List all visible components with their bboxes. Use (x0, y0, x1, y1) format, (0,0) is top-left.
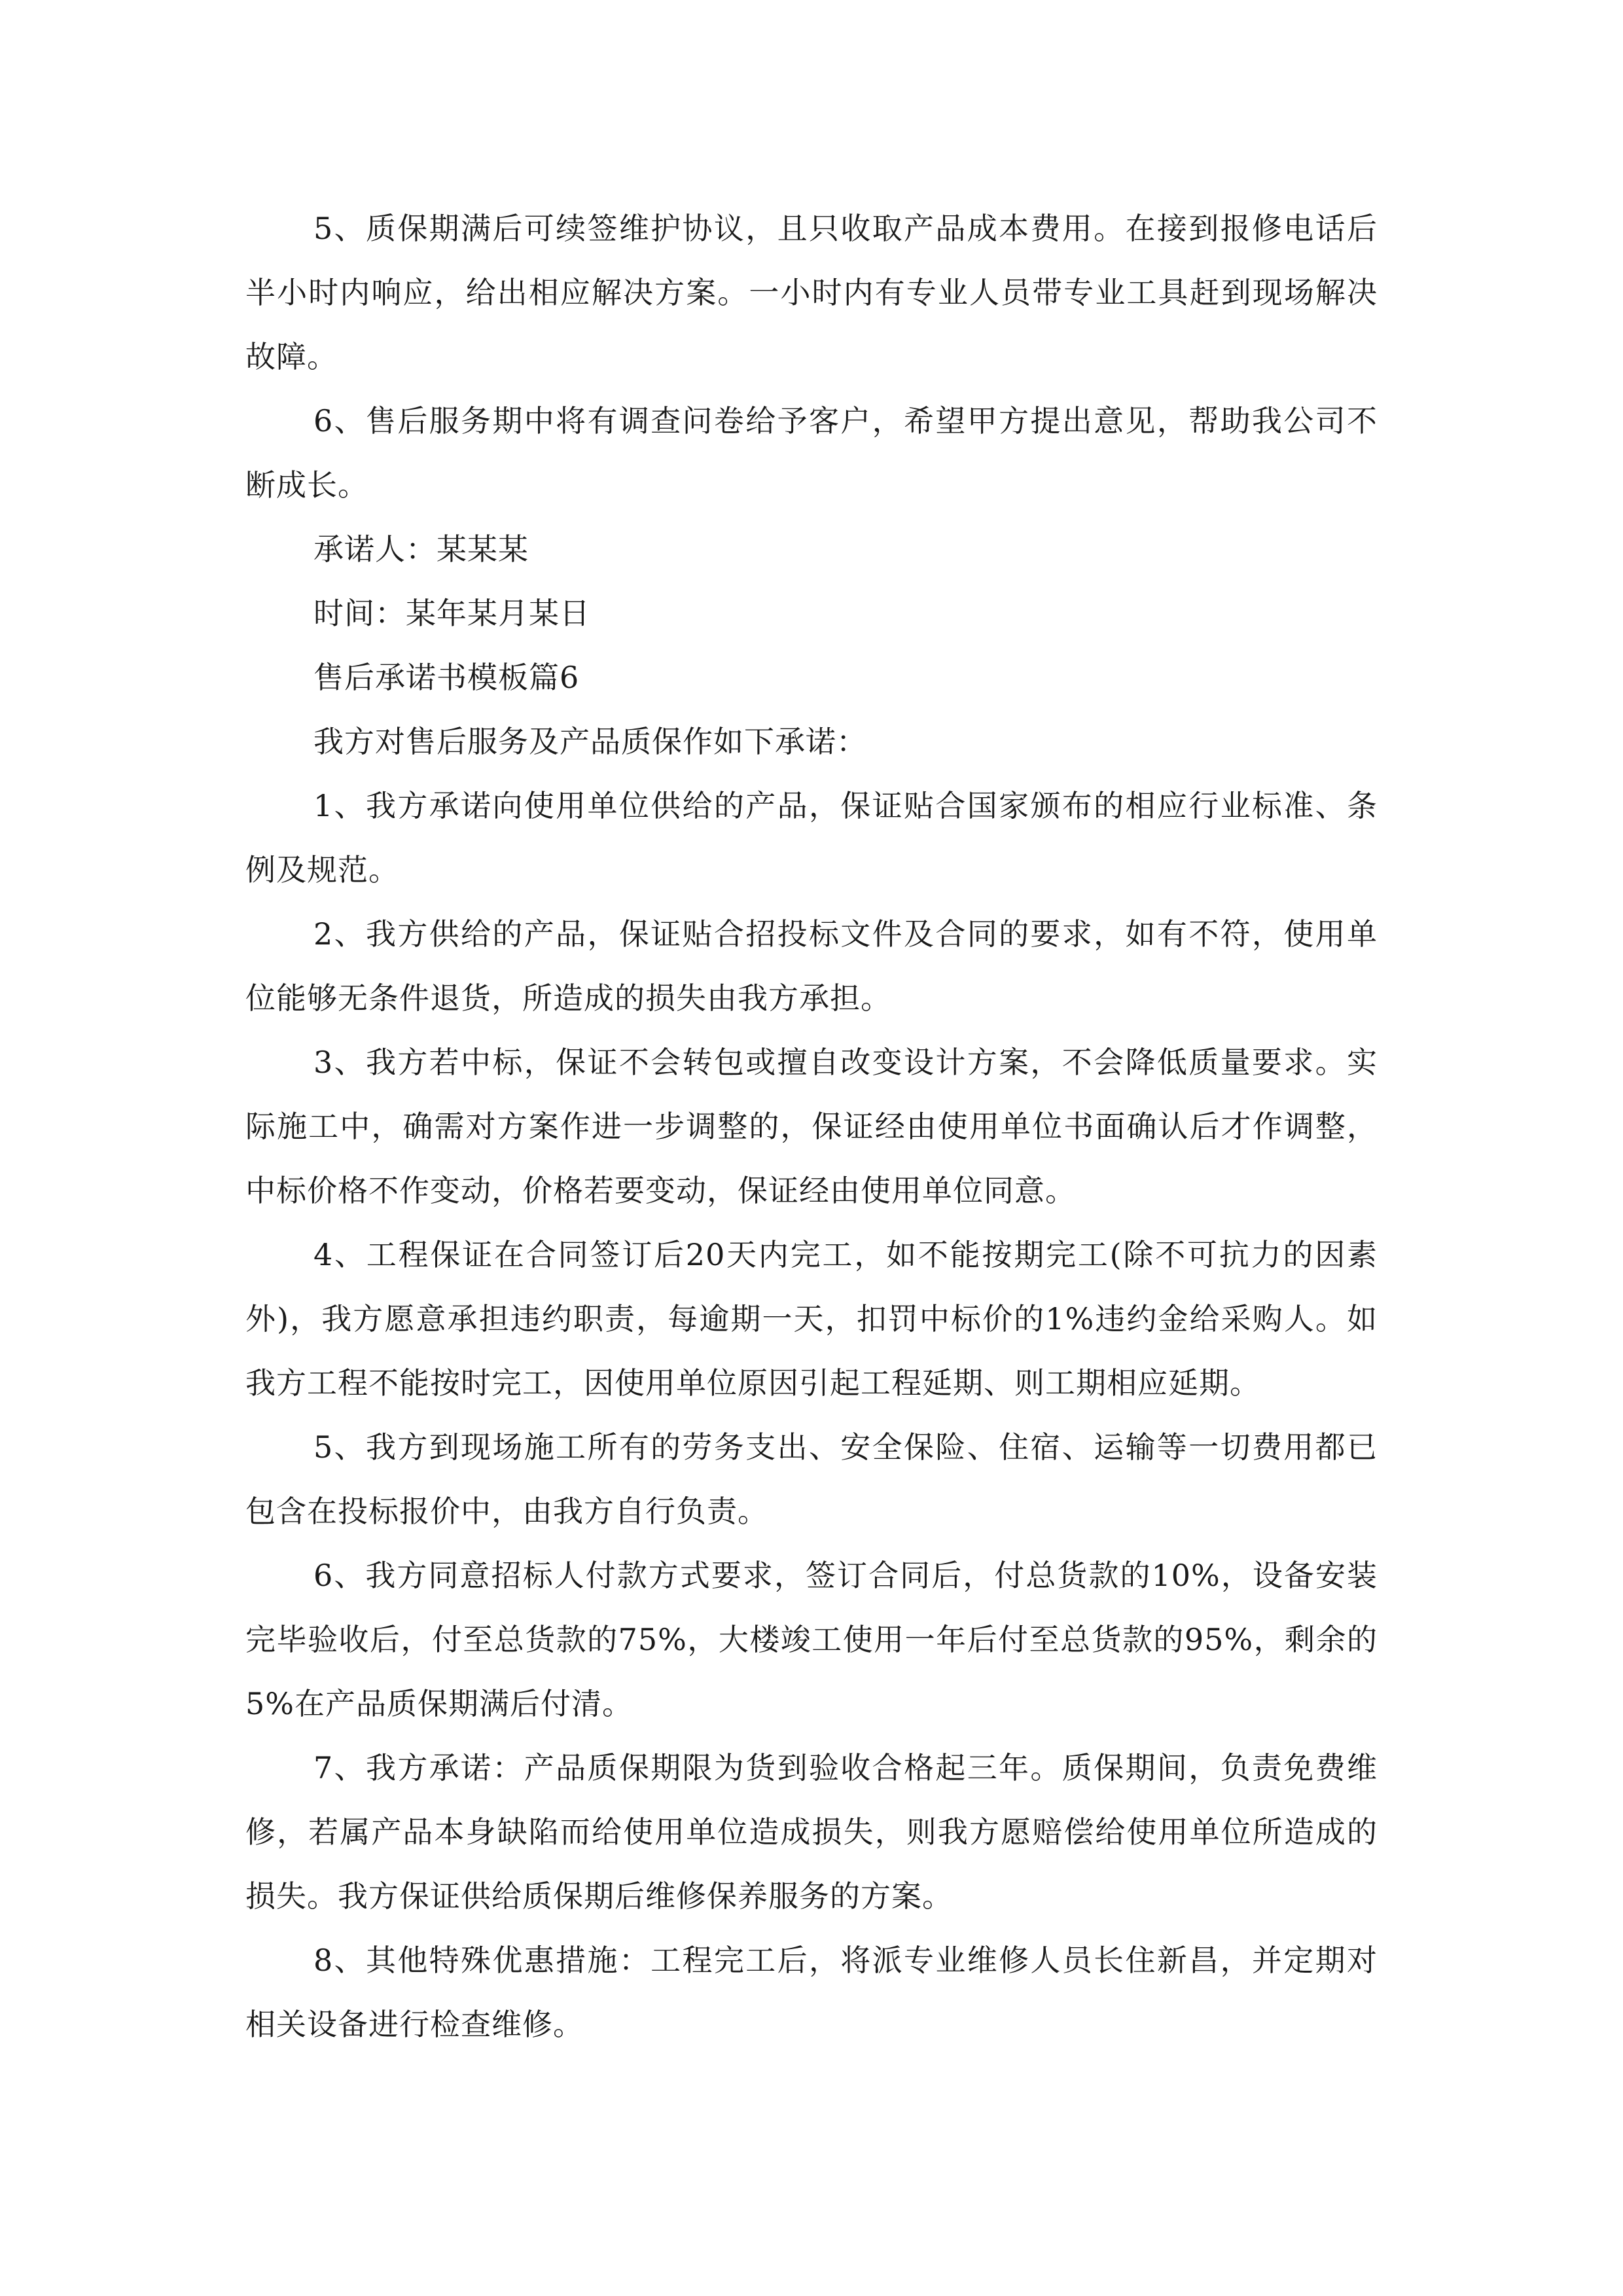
paragraph-item-1: 1、我方承诺向使用单位供给的产品，保证贴合国家颁布的相应行业标准、条例及规范。 (245, 788, 1378, 888)
paragraph-item-6: 6、我方同意招标人付款方式要求，签订合同后，付总货款的10%，设备安装完毕验收后，付至总货款的75%，大楼竣工使用一年后付至总货款的95%，剩余的5%在产品质保期满后付清。 (245, 1558, 1378, 1721)
paragraph-item-3: 3、我方若中标，保证不会转包或擅自改变设计方案，不会降低质量要求。实际施工中，确需对方案作进一步调整的，保证经由使用单位书面确认后才作调整，中标价格不作变动，价格若要变动，保证经由使用单位同意。 (245, 1045, 1378, 1208)
paragraph-item-8: 8、其他特殊优惠措施：工程完工后，将派专业维修人员长住新昌，并定期对相关设备进行检查维修。 (245, 1943, 1378, 2042)
section-title: 售后承诺书模板篇6 (313, 660, 580, 695)
paragraph-item-7: 7、我方承诺：产品质保期限为货到验收合格起三年。质保期间，负责免费维修，若属产品本身缺陷而给使用单位造成损失，则我方愿赔偿给使用单位所造成的损失。我方保证供给质保期后维修保养服务的方案。 (245, 1750, 1378, 1914)
paragraph-intro: 我方对售后服务及产品质保作如下承诺： (313, 724, 867, 759)
paragraph-item-2: 2、我方供给的产品，保证贴合招投标文件及合同的要求，如有不符，使用单位能够无条件退货，所造成的损失由我方承担。 (245, 916, 1378, 1016)
date-line: 时间：某年某月某日 (313, 596, 590, 631)
paragraph-item-5: 5、我方到现场施工所有的劳务支出、安全保险、住宿、运输等一切费用都已包含在投标报价中，由我方自行负责。 (245, 1429, 1378, 1529)
paragraph-item-4: 4、工程保证在合同签订后20天内完工，如不能按期完工(除不可抗力的因素外)，我方愿意承担违约职责，每逾期一天，扣罚中标价的1%违约金给采购人。如我方工程不能按时完工，因使用单位原因引起工程延期、则工期相应延期。 (245, 1237, 1378, 1401)
document-page (245, 196, 1378, 2056)
promisor-line: 承诺人：某某某 (313, 531, 529, 567)
paragraph-maintenance-agreement: 5、质保期满后可续签维护协议，且只收取产品成本费用。在接到报修电话后半小时内响应，给出相应解决方案。一小时内有专业人员带专业工具赶到现场解决故障。 (245, 211, 1378, 374)
paragraph-survey: 6、售后服务期中将有调查问卷给予客户，希望甲方提出意见，帮助我公司不断成长。 (245, 403, 1378, 503)
